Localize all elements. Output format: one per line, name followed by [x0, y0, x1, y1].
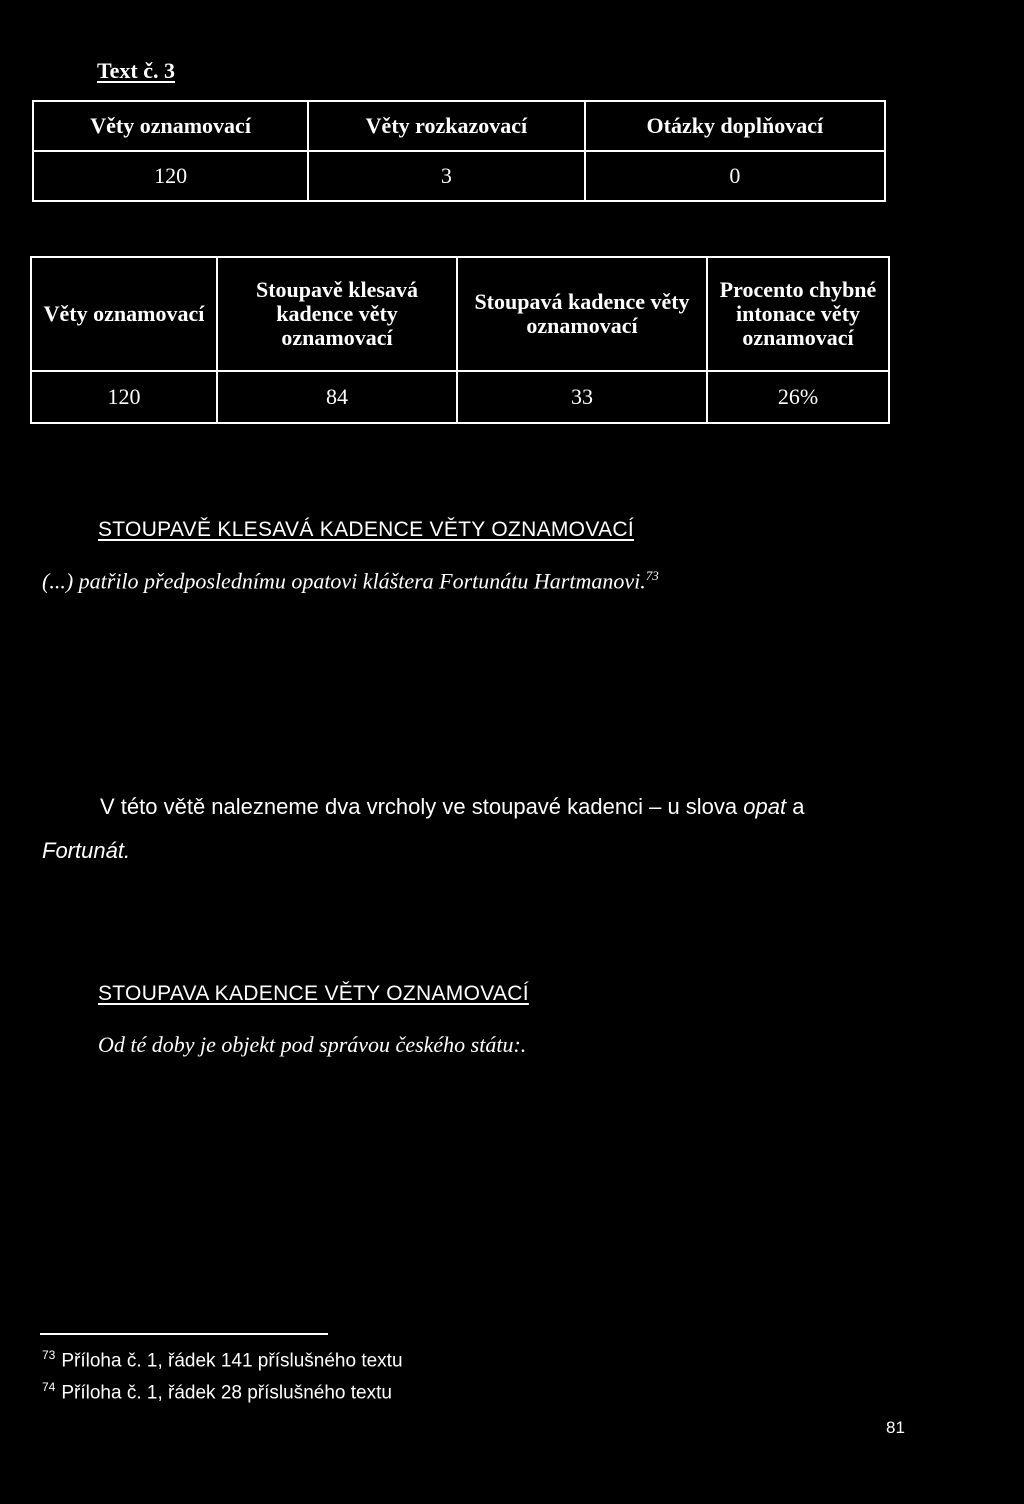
- footnote: [42, 1380, 392, 1404]
- table-header-cell: Stoupavá kadence věty oznamovací: [457, 257, 707, 371]
- table-cell: 84: [217, 371, 457, 423]
- table-cell: 0: [585, 151, 885, 201]
- paragraph-italic-word: Fortunát: [42, 838, 124, 863]
- table-cell: 120: [33, 151, 308, 201]
- footnote-ref: 73: [645, 568, 659, 583]
- table-header-cell: Věty rozkazovací: [308, 101, 584, 151]
- table-header-cell: Věty oznamovací: [33, 101, 308, 151]
- footnote-text: Příloha č. 1, řádek 28 příslušného textu: [61, 1382, 392, 1404]
- footnote-divider: [40, 1333, 328, 1335]
- example-sentence: [42, 568, 659, 594]
- cadence-table: [30, 256, 890, 424]
- table-cell: 26%: [707, 371, 889, 423]
- section-heading-falling-cadence: STOUPAVĚ KLESAVÁ KADENCE VĚTY OZNAMOVACÍ: [98, 518, 634, 541]
- footnote-text: Příloha č. 1, řádek 141 příslušného textu: [61, 1350, 403, 1372]
- paragraph-line-2: [42, 838, 130, 864]
- table-header-cell: Procento chybné intonace věty oznamovací: [707, 257, 889, 371]
- table-header-row: [31, 257, 889, 371]
- table-header-cell: Stoupavě klesavá kadence věty oznamovací: [217, 257, 457, 371]
- footnote: [42, 1348, 403, 1372]
- example-sentence: Od té doby je objekt pod správou českého státu:.: [98, 1032, 527, 1057]
- section-heading-rising-cadence: STOUPAVA KADENCE VĚTY OZNAMOVACÍ: [98, 982, 529, 1005]
- table-cell: 120: [31, 371, 217, 423]
- paragraph-text-end: a: [786, 794, 805, 819]
- table-row: [31, 371, 889, 423]
- table-cell: 33: [457, 371, 707, 423]
- paragraph-italic-word: opat: [743, 794, 787, 819]
- paragraph-period: .: [123, 838, 131, 863]
- table-cell: 3: [308, 151, 584, 201]
- footnote-number: 74: [42, 1380, 56, 1394]
- table-header-cell: Otázky doplňovací: [585, 101, 885, 151]
- paragraph-text: V této větě nalezneme dva vrcholy ve stoupavé kadenci – u slova: [100, 794, 744, 819]
- table-row: [33, 151, 885, 201]
- table-header-row: [33, 101, 885, 151]
- paragraph-line-1: [100, 794, 804, 820]
- footnote-number: 73: [42, 1348, 56, 1362]
- page-number: 81: [886, 1418, 905, 1437]
- document-title: Text č. 3: [97, 58, 176, 83]
- sentence-type-table: [32, 100, 886, 202]
- table-header-cell: Věty oznamovací: [31, 257, 217, 371]
- example-text: (...) patřilo předposlednímu opatovi kláštera Fortunátu Hartmanovi.: [42, 568, 646, 594]
